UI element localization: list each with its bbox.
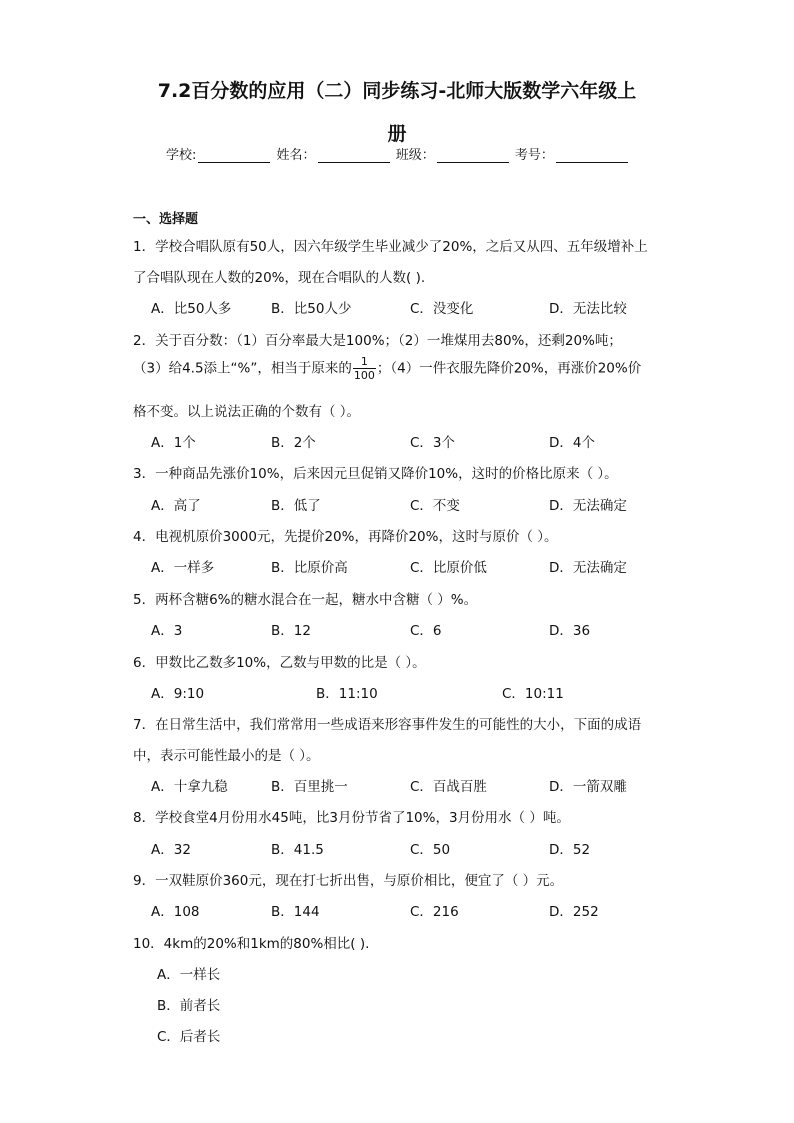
q7-option-d[interactable]: D．一箭双雕 — [549, 779, 627, 795]
school-label: 学校: — [166, 148, 197, 163]
fraction-one-hundredth — [353, 355, 376, 382]
q2-option-c[interactable]: C．3个 — [410, 435, 456, 451]
q8-option-b[interactable]: B．41.5 — [271, 842, 324, 858]
q2-option-d[interactable]: D．4个 — [549, 435, 595, 451]
q8-option-a[interactable]: A．32 — [151, 842, 191, 858]
q10-option-c[interactable]: C．后者长 — [157, 1029, 221, 1045]
q6-text: 6．甲数比乙数多10%，乙数与甲数的比是（ ）。 — [133, 655, 426, 671]
q6-option-c[interactable]: C．10:11 — [502, 686, 564, 702]
q7-text-line-2: 中，表示可能性最小的是（ ）。 — [133, 748, 320, 764]
q1-option-d[interactable]: D．无法比较 — [549, 301, 627, 317]
q9-option-b[interactable]: B．144 — [271, 904, 320, 920]
class-label: 班级： — [395, 148, 435, 163]
q8-text: 8．学校食堂4月份用水45吨，比3月份节省了10%，3月份用水（ ）吨。 — [133, 810, 570, 826]
q2-text-part-b: ；（4）一件衣服先降价20%，再涨价20%价 — [376, 360, 642, 377]
q2-option-a[interactable]: A．1个 — [151, 435, 196, 451]
q3-option-a[interactable]: A．高了 — [151, 498, 201, 514]
q7-text-line-1: 7．在日常生活中，我们常常用一些成语来形容事件发生的可能性的大小，下面的成语 — [133, 717, 642, 733]
class-blank[interactable] — [437, 149, 509, 163]
name-label: 姓名： — [276, 148, 316, 163]
q4-option-c[interactable]: C．比原价低 — [410, 560, 487, 576]
q5-option-c[interactable]: C．6 — [410, 623, 442, 639]
q4-option-b[interactable]: B．比原价高 — [271, 560, 348, 576]
q10-option-b[interactable]: B．前者长 — [157, 998, 221, 1014]
q1-option-c[interactable]: C．没变化 — [410, 301, 474, 317]
q8-option-d[interactable]: D．52 — [549, 842, 591, 858]
q3-text: 3．一种商品先涨价10%，后来因元旦促销又降价10%，这时的价格比原来（ ）。 — [133, 466, 618, 482]
q5-text: 5．两杯含糖6%的糖水混合在一起，糖水中含糖（ ）%。 — [133, 592, 478, 608]
q3-option-b[interactable]: B．低了 — [271, 498, 321, 514]
q2-text-part-a: （3）给4.5添上“%”，相当于原来的 — [133, 360, 352, 377]
student-info-row — [166, 144, 630, 163]
q2-option-b[interactable]: B．2个 — [271, 435, 316, 451]
q3-option-c[interactable]: C．不变 — [410, 498, 460, 514]
fraction-numerator: 1 — [353, 355, 376, 369]
q10-option-a[interactable]: A．一样长 — [157, 967, 221, 983]
q9-option-d[interactable]: D．252 — [549, 904, 599, 920]
q1-text-line-1: 1．学校合唱队原有50人，因六年级学生毕业减少了20%，之后又从四、五年级增补上 — [133, 239, 648, 255]
school-blank[interactable] — [198, 149, 270, 163]
exam-no-blank[interactable] — [556, 149, 628, 163]
q9-text: 9．一双鞋原价360元，现在打七折出售，与原价相比，便宜了（ ）元。 — [133, 873, 564, 889]
q2-text-line-1: 2．关于百分数：（1）百分率最大是100%；（2）一堆煤用去80%，还剩20%吨； — [133, 333, 622, 349]
q7-option-c[interactable]: C．百战百胜 — [410, 779, 487, 795]
title-line-2: 册 — [387, 123, 407, 145]
q2-text-line-2 — [133, 355, 641, 382]
section-heading: 一、选择题 — [133, 212, 199, 227]
q3-option-d[interactable]: D．无法确定 — [549, 498, 627, 514]
q4-option-a[interactable]: A．一样多 — [151, 560, 215, 576]
q10-text: 10．4km的20%和1km的80%相比( ). — [133, 936, 370, 952]
q9-option-c[interactable]: C．216 — [410, 904, 459, 920]
q8-option-c[interactable]: C．50 — [410, 842, 451, 858]
name-blank[interactable] — [318, 149, 390, 163]
q7-option-a[interactable]: A．十拿九稳 — [151, 779, 228, 795]
exam-no-label: 考号： — [514, 148, 554, 163]
fraction-denominator: 100 — [353, 369, 375, 382]
q1-text-line-2: 了合唱队现在人数的20%，现在合唱队的人数( ). — [133, 270, 426, 286]
q6-option-a[interactable]: A．9:10 — [151, 686, 205, 702]
q9-option-a[interactable]: A．108 — [151, 904, 200, 920]
q7-option-b[interactable]: B．百里挑一 — [271, 779, 348, 795]
q4-text: 4．电视机原价3000元，先提价20%，再降价20%，这时与原价（ ）。 — [133, 529, 558, 545]
q6-option-b[interactable]: B．11:10 — [316, 686, 378, 702]
q5-option-d[interactable]: D．36 — [549, 623, 591, 639]
q2-text-line-3: 格不变。以上说法正确的个数有（ ）。 — [133, 404, 361, 420]
q1-option-b[interactable]: B．比50人少 — [271, 301, 352, 317]
q5-option-b[interactable]: B．12 — [271, 623, 311, 639]
q4-option-d[interactable]: D．无法确定 — [549, 560, 627, 576]
q1-option-a[interactable]: A．比50人多 — [151, 301, 232, 317]
title-line-1: 7.2百分数的应用（二）同步练习-北师大版数学六年级上 — [157, 80, 637, 102]
q5-option-a[interactable]: A．3 — [151, 623, 183, 639]
